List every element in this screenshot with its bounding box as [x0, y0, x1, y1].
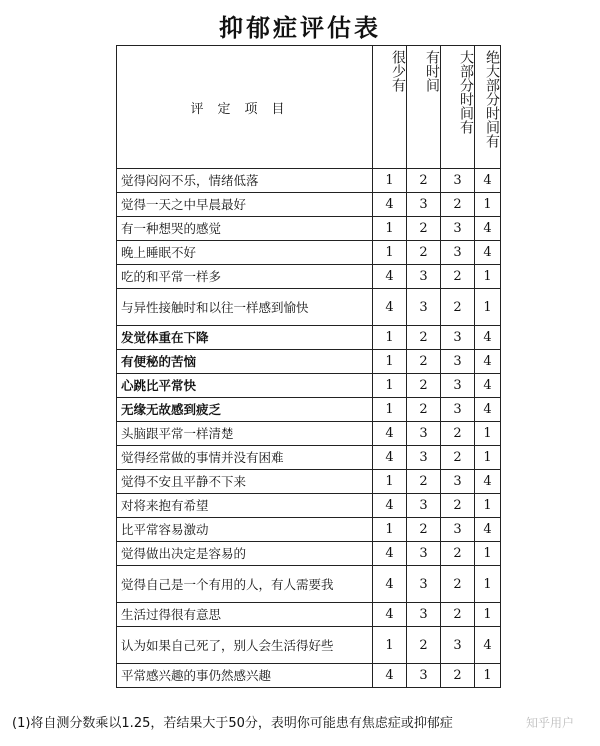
score-cell: 3 [441, 350, 475, 374]
score-cell: 1 [373, 374, 407, 398]
table-row [117, 289, 501, 326]
score-cell: 4 [475, 241, 501, 265]
score-cell: 3 [441, 518, 475, 542]
score-cell: 3 [407, 542, 441, 566]
score-cell: 3 [441, 326, 475, 350]
score-cell: 4 [475, 169, 501, 193]
item-text: 无缘无故感到疲乏 [117, 398, 373, 422]
score-cell: 1 [475, 542, 501, 566]
score-cell: 2 [407, 374, 441, 398]
score-cell: 4 [373, 289, 407, 326]
table-row [117, 193, 501, 217]
score-cell: 1 [373, 350, 407, 374]
page-title: 抑郁症评估表 [219, 14, 381, 42]
table-row [117, 398, 501, 422]
table-row [117, 422, 501, 446]
score-cell: 2 [407, 350, 441, 374]
item-text: 觉得一天之中早晨最好 [117, 193, 373, 217]
score-cell: 3 [441, 470, 475, 494]
score-cell: 4 [475, 326, 501, 350]
watermark: 知乎用户 [525, 716, 574, 730]
item-text: 觉得闷闷不乐，情绪低落 [117, 169, 373, 193]
score-cell: 1 [475, 446, 501, 470]
item-text: 认为如果自己死了，别人会生活得好些 [117, 627, 373, 664]
item-text: 对将来抱有希望 [117, 494, 373, 518]
table-row [117, 374, 501, 398]
item-text: 发觉体重在下降 [117, 326, 373, 350]
score-cell: 1 [373, 169, 407, 193]
score-cell: 2 [441, 603, 475, 627]
score-cell: 2 [441, 566, 475, 603]
score-cell: 3 [407, 422, 441, 446]
table-row [117, 217, 501, 241]
score-cell: 4 [373, 664, 407, 688]
score-cell: 2 [441, 446, 475, 470]
score-cell: 1 [475, 422, 501, 446]
score-cell: 4 [373, 566, 407, 603]
score-cell: 4 [475, 627, 501, 664]
score-cell: 2 [441, 422, 475, 446]
table-row [117, 446, 501, 470]
score-cell: 4 [373, 494, 407, 518]
score-cell: 3 [441, 169, 475, 193]
item-text: 平常感兴趣的事仍然感兴趣 [117, 664, 373, 688]
item-text: 比平常容易激动 [117, 518, 373, 542]
score-cell: 3 [441, 241, 475, 265]
score-cell: 3 [407, 603, 441, 627]
score-cell: 4 [373, 603, 407, 627]
score-cell: 2 [441, 265, 475, 289]
score-cell: 1 [475, 193, 501, 217]
scoring-note: (1)将自测分数乘以1.25，若结果大于50分，表明你可能患有焦虑症或抑郁症 [12, 716, 453, 731]
score-cell: 2 [407, 627, 441, 664]
score-cell: 2 [407, 241, 441, 265]
score-cell: 2 [441, 193, 475, 217]
score-cell: 4 [475, 518, 501, 542]
assessment-table [116, 45, 501, 688]
score-cell: 3 [407, 265, 441, 289]
score-cell: 1 [475, 664, 501, 688]
item-text: 有便秘的苦恼 [117, 350, 373, 374]
score-cell: 4 [475, 398, 501, 422]
item-text: 生活过得很有意思 [117, 603, 373, 627]
item-text: 与异性接触时和以往一样感到愉快 [117, 289, 373, 326]
table-row [117, 627, 501, 664]
table-row [117, 603, 501, 627]
table-row [117, 518, 501, 542]
score-cell: 4 [373, 422, 407, 446]
score-cell: 4 [373, 193, 407, 217]
score-cell: 4 [475, 350, 501, 374]
score-cell: 3 [441, 398, 475, 422]
item-text: 觉得自己是一个有用的人，有人需要我 [117, 566, 373, 603]
table-row [117, 664, 501, 688]
item-text: 觉得做出决定是容易的 [117, 542, 373, 566]
item-text: 有一种想哭的感觉 [117, 217, 373, 241]
item-text: 觉得不安且平静不下来 [117, 470, 373, 494]
item-text: 晚上睡眠不好 [117, 241, 373, 265]
score-cell: 1 [373, 241, 407, 265]
score-cell: 2 [441, 289, 475, 326]
score-cell: 2 [441, 542, 475, 566]
score-cell: 2 [407, 169, 441, 193]
score-cell: 1 [373, 398, 407, 422]
table-row [117, 169, 501, 193]
table-row [117, 265, 501, 289]
score-cell: 4 [475, 470, 501, 494]
score-cell: 3 [407, 446, 441, 470]
table-row [117, 566, 501, 603]
item-text: 吃的和平常一样多 [117, 265, 373, 289]
score-cell: 1 [475, 566, 501, 603]
score-cell: 2 [407, 398, 441, 422]
score-cell: 1 [373, 627, 407, 664]
score-cell: 4 [373, 446, 407, 470]
score-cell: 3 [407, 289, 441, 326]
score-cell: 1 [475, 265, 501, 289]
score-cell: 3 [407, 494, 441, 518]
item-text: 心跳比平常快 [117, 374, 373, 398]
score-cell: 4 [475, 374, 501, 398]
score-cell: 3 [441, 374, 475, 398]
score-cell: 2 [407, 518, 441, 542]
item-text: 觉得经常做的事情并没有困难 [117, 446, 373, 470]
column-header-sometimes: 有时间 [407, 46, 441, 169]
score-cell: 4 [475, 217, 501, 241]
column-header-rarely: 很少有 [373, 46, 407, 169]
score-cell: 1 [373, 217, 407, 241]
item-column-header: 评定项目 [117, 46, 373, 169]
score-cell: 1 [373, 326, 407, 350]
score-cell: 1 [475, 289, 501, 326]
table-body [117, 169, 501, 688]
score-cell: 1 [475, 603, 501, 627]
item-text: 头脑跟平常一样清楚 [117, 422, 373, 446]
score-cell: 3 [407, 664, 441, 688]
score-cell: 3 [407, 566, 441, 603]
score-cell: 2 [441, 664, 475, 688]
score-cell: 3 [441, 627, 475, 664]
table-row [117, 241, 501, 265]
score-cell: 2 [441, 494, 475, 518]
score-cell: 3 [441, 217, 475, 241]
table-row [117, 326, 501, 350]
column-header-almost-always: 绝大部分时间有 [475, 46, 501, 169]
table-row [117, 494, 501, 518]
table-header-row [117, 46, 501, 169]
table-row [117, 542, 501, 566]
score-cell: 1 [373, 470, 407, 494]
table-row [117, 470, 501, 494]
score-cell: 1 [373, 518, 407, 542]
score-cell: 2 [407, 217, 441, 241]
score-cell: 4 [373, 265, 407, 289]
score-cell: 4 [373, 542, 407, 566]
score-cell: 2 [407, 470, 441, 494]
table-row [117, 350, 501, 374]
column-header-mostly: 大部分时间有 [441, 46, 475, 169]
score-cell: 2 [407, 326, 441, 350]
score-cell: 3 [407, 193, 441, 217]
score-cell: 1 [475, 494, 501, 518]
